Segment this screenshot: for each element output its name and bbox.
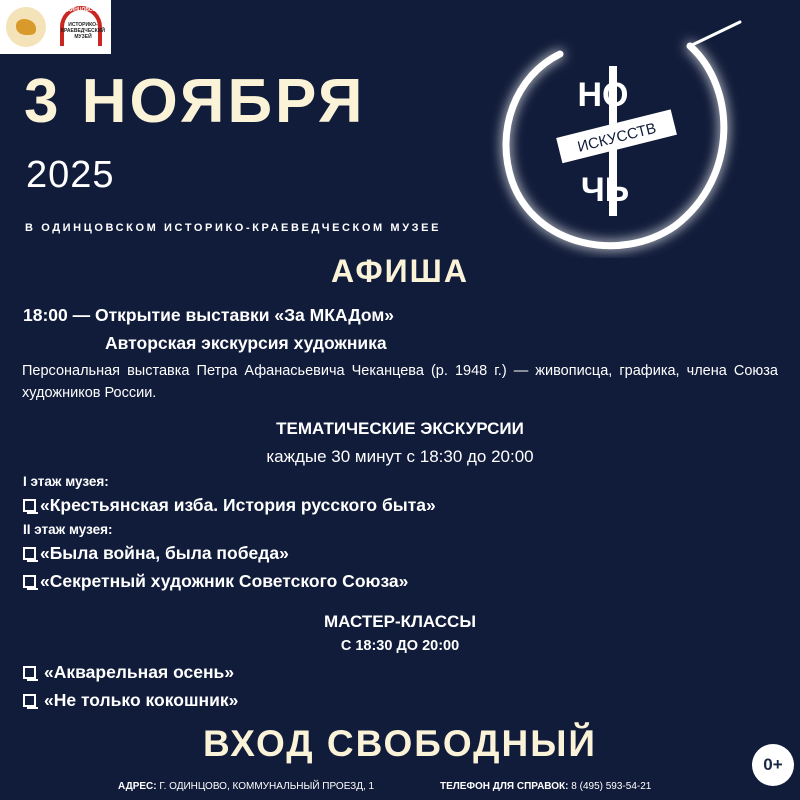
address-label: АДРЕС: [118, 781, 157, 792]
event-venue: В ОДИНЦОВСКОМ ИСТОРИКО-КРАЕВЕДЧЕСКОМ МУЗЕЕ [25, 222, 442, 234]
museum-logo-text: ИСТОРИКО- КРАЕВЕДЧЕСКИЙ МУЗЕЙ [60, 22, 106, 40]
night-of-arts-emblem-icon [490, 6, 750, 258]
checkbox-icon [23, 547, 36, 560]
tours-schedule: каждые 30 минут с 18:30 до 20:00 [266, 447, 534, 466]
phone-label: ТЕЛЕФОН ДЛЯ СПРАВОК: [440, 781, 569, 792]
emblem-bottom-text: ЧЬ [580, 171, 630, 209]
age-rating-badge: 0+ [752, 744, 794, 786]
deer-logo-icon [6, 7, 46, 47]
checkbox-icon [23, 575, 36, 588]
footer-address [118, 781, 374, 792]
tour-item: «Была война, была победа» [40, 543, 289, 563]
list-item [23, 690, 238, 711]
list-item [23, 662, 234, 683]
checkbox-icon [23, 694, 36, 707]
checkbox-icon [23, 666, 36, 679]
floor1-label: I этаж музея: [23, 474, 109, 489]
tours-title: ТЕМАТИЧЕСКИЕ ЭКСКУРСИИ [276, 419, 524, 438]
museum-logo-top-text: ОДИНЦОВСКИЙ [63, 7, 103, 13]
list-item [23, 543, 289, 564]
masterclass-item: «Акварельная осень» [44, 662, 235, 682]
list-item [23, 571, 408, 592]
masterclass-item: «Не только кокошник» [44, 690, 239, 710]
emblem-middle-text: ИСКУССТВ [575, 119, 658, 156]
list-item [23, 495, 436, 516]
floor2-label: II этаж музея: [23, 522, 113, 537]
opening-subline: Авторская экскурсия художника [105, 333, 387, 353]
event-year: 2025 [26, 154, 115, 196]
masterclasses-title: МАСТЕР-КЛАССЫ [324, 612, 476, 631]
phone-value: 8 (495) 593-54-21 [571, 781, 652, 792]
opening-line: 18:00 — Открытие выставки «За МКАДом» [23, 305, 395, 325]
event-date: 3 НОЯБРЯ [24, 67, 366, 136]
footer-phone [440, 781, 651, 792]
logo-bar [0, 0, 111, 54]
afisha-title: АФИША [331, 253, 469, 289]
masterclasses-schedule: С 18:30 ДО 20:00 [340, 638, 460, 654]
opening-description: Персональная выставка Петра Афанасьевича Чеканцева (р. 1948 г.) — живописца, графика, члена Союза художников России. [22, 363, 778, 401]
tour-item: «Крестьянская изба. История русского быта» [40, 495, 436, 515]
emblem-top-text: НО [577, 76, 629, 114]
museum-arch-logo-icon [56, 4, 108, 50]
checkbox-icon [23, 499, 36, 512]
address-value: Г. ОДИНЦОВО, КОММУНАЛЬНЫЙ ПРОЕЗД, 1 [159, 781, 375, 792]
free-entry-banner: ВХОД СВОБОДНЫЙ [202, 723, 598, 764]
tour-item: «Секретный художник Советского Союза» [40, 571, 409, 591]
